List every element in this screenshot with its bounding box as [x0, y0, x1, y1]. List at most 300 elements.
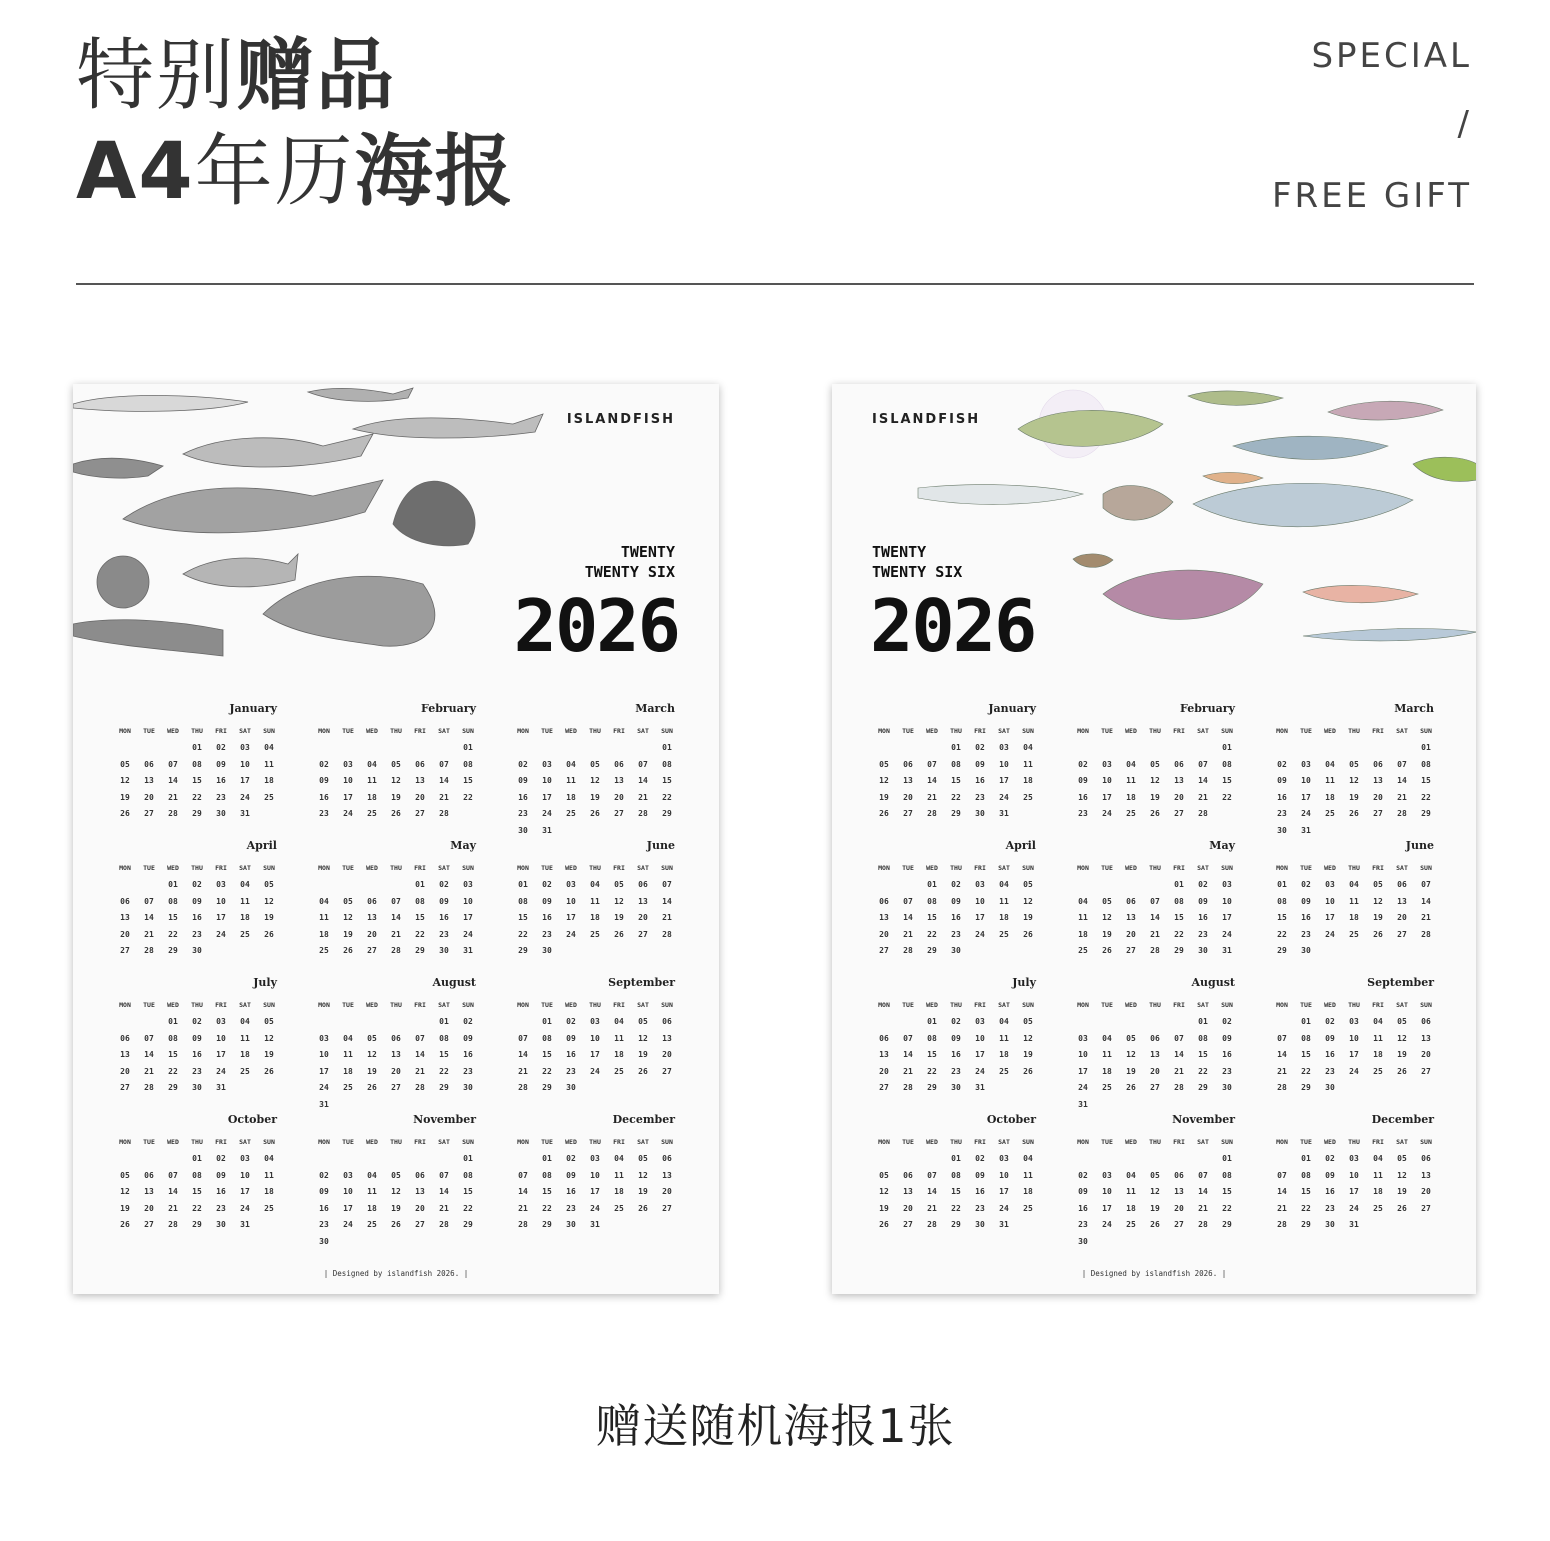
- day-cell: 21: [518, 1203, 528, 1213]
- day-cell: 13: [662, 1033, 672, 1043]
- day-cell: 03: [216, 1017, 226, 1026]
- day-cell: 15: [927, 913, 937, 922]
- day-cell: 30: [1222, 1083, 1232, 1092]
- day-cell: 08: [168, 896, 178, 906]
- day-cell: 29: [415, 946, 425, 955]
- weekday-header: SAT: [239, 1138, 251, 1146]
- day-cell: 17: [240, 776, 250, 785]
- day-cell: 17: [1102, 1203, 1112, 1213]
- day-cell: 12: [343, 913, 353, 922]
- day-cell: 30: [975, 1220, 985, 1229]
- day-cell: 25: [1373, 1066, 1383, 1076]
- day-cell: 23: [192, 1066, 202, 1076]
- day-cell: 19: [590, 792, 600, 802]
- day-cell: 06: [144, 759, 154, 769]
- weekday-header: MON: [1077, 727, 1089, 735]
- day-cell: 13: [1126, 913, 1136, 922]
- weekday-header: THU: [390, 1001, 402, 1009]
- weekday-header: MON: [1077, 1138, 1089, 1146]
- day-cell: 07: [1150, 896, 1160, 906]
- day-cell: 30: [542, 946, 552, 955]
- day-cell: 06: [1421, 1017, 1431, 1026]
- day-cell: 01: [168, 1017, 178, 1026]
- weekday-header: THU: [1149, 1001, 1161, 1009]
- month-name: October: [986, 1113, 1036, 1126]
- weekday-header: TUE: [143, 727, 155, 735]
- month-name: June: [1405, 839, 1434, 852]
- weekday-header: SAT: [998, 727, 1010, 735]
- day-cell: 24: [1349, 1203, 1359, 1213]
- day-cell: 22: [463, 792, 473, 802]
- day-cell: 01: [439, 1017, 449, 1026]
- brand-label: ISLANDFISH: [566, 412, 675, 427]
- day-cell: 12: [1126, 1050, 1136, 1059]
- day-cell: 17: [463, 913, 473, 922]
- weekday-header: WED: [366, 1138, 378, 1146]
- day-cell: 26: [343, 946, 353, 955]
- day-cell: 12: [1397, 1170, 1407, 1180]
- day-cell: 07: [1198, 759, 1208, 769]
- day-cell: 31: [319, 1099, 329, 1109]
- weekday-header: FRI: [414, 1001, 426, 1009]
- day-cell: 13: [614, 776, 624, 785]
- day-cell: 15: [463, 1187, 473, 1196]
- day-cell: 23: [319, 809, 329, 818]
- day-cell: 06: [1373, 759, 1383, 769]
- weekday-header: SUN: [1420, 1001, 1432, 1009]
- weekday-header: THU: [589, 864, 601, 872]
- day-cell: 21: [144, 929, 154, 939]
- day-cell: 15: [951, 776, 961, 785]
- day-cell: 16: [1198, 913, 1208, 922]
- day-cell: 04: [1126, 759, 1136, 769]
- weekday-header: THU: [589, 1138, 601, 1146]
- day-cell: 26: [1126, 1083, 1136, 1092]
- day-cell: 14: [662, 896, 672, 906]
- month-name: July: [253, 976, 277, 989]
- day-cell: 28: [518, 1220, 528, 1229]
- designer-credit: | Designed by islandfish 2026. |: [323, 1269, 469, 1278]
- day-cell: 14: [439, 1187, 449, 1196]
- day-cell: 04: [1373, 1154, 1383, 1163]
- weekday-header: SAT: [1396, 727, 1408, 735]
- day-cell: 31: [590, 1220, 600, 1229]
- day-cell: 23: [975, 792, 985, 802]
- day-cell: 08: [1198, 1033, 1208, 1043]
- day-cell: 06: [391, 1033, 401, 1043]
- day-cell: 14: [1174, 1050, 1184, 1059]
- weekday-header: WED: [1125, 1001, 1137, 1009]
- day-cell: 18: [1325, 792, 1335, 802]
- weekday-header: WED: [167, 1001, 179, 1009]
- day-cell: 14: [1198, 776, 1208, 785]
- day-cell: 17: [1222, 913, 1232, 922]
- day-cell: 22: [951, 792, 961, 802]
- weekday-header: SUN: [1221, 727, 1233, 735]
- day-cell: 01: [542, 1017, 552, 1026]
- day-cell: 28: [903, 946, 913, 955]
- day-cell: 05: [1150, 1170, 1160, 1180]
- weekday-header: THU: [191, 727, 203, 735]
- day-cell: 06: [1174, 1170, 1184, 1180]
- day-cell: 17: [590, 1187, 600, 1196]
- day-cell: 26: [1397, 1066, 1407, 1076]
- weekday-header: MON: [878, 727, 890, 735]
- day-cell: 13: [879, 913, 889, 922]
- title-thin-part: 特别: [76, 31, 237, 121]
- day-cell: 15: [542, 1050, 552, 1059]
- day-cell: 23: [1222, 1066, 1232, 1076]
- day-cell: 27: [1126, 946, 1136, 955]
- day-cell: 14: [1277, 1050, 1287, 1059]
- weekday-header: TUE: [541, 864, 553, 872]
- weekday-header: TUE: [1101, 727, 1113, 735]
- day-cell: 22: [927, 1066, 937, 1076]
- day-cell: 08: [463, 1170, 473, 1180]
- day-cell: 02: [1078, 1170, 1088, 1180]
- weekday-header: SAT: [239, 864, 251, 872]
- day-cell: 12: [879, 776, 889, 785]
- weekday-header: FRI: [974, 864, 986, 872]
- day-cell: 02: [518, 759, 528, 769]
- day-cell: 03: [240, 1154, 250, 1163]
- day-cell: 03: [1222, 880, 1232, 889]
- day-cell: 29: [951, 1220, 961, 1229]
- day-cell: 03: [343, 1170, 353, 1180]
- weekday-header: MON: [119, 1138, 131, 1146]
- weekday-header: MON: [119, 864, 131, 872]
- day-cell: 05: [264, 1017, 274, 1026]
- weekday-header: SAT: [1197, 727, 1209, 735]
- day-cell: 15: [951, 1187, 961, 1196]
- day-cell: 25: [614, 1203, 624, 1213]
- day-cell: 23: [566, 1203, 576, 1213]
- day-cell: 19: [264, 1050, 274, 1059]
- day-cell: 12: [120, 776, 130, 785]
- day-cell: 10: [463, 896, 473, 906]
- day-cell: 21: [1198, 1203, 1208, 1213]
- weekday-header: SUN: [1420, 864, 1432, 872]
- weekday-header: SAT: [1396, 1138, 1408, 1146]
- weekday-header: SAT: [998, 1138, 1010, 1146]
- day-cell: 17: [343, 792, 353, 802]
- weekday-header: FRI: [1173, 1001, 1185, 1009]
- day-cell: 29: [439, 1083, 449, 1092]
- day-cell: 04: [1373, 1017, 1383, 1026]
- day-cell: 04: [566, 759, 576, 769]
- day-cell: 16: [1325, 1187, 1335, 1196]
- day-cell: 02: [975, 1154, 985, 1163]
- weekday-header: FRI: [215, 727, 227, 735]
- day-cell: 08: [1421, 759, 1431, 769]
- weekday-header: MON: [1276, 864, 1288, 872]
- day-cell: 29: [1301, 1083, 1311, 1092]
- weekday-header: SUN: [462, 1138, 474, 1146]
- day-cell: 20: [391, 1066, 401, 1076]
- weekday-header: MON: [878, 864, 890, 872]
- day-cell: 21: [638, 792, 648, 802]
- day-cell: 27: [415, 1220, 425, 1229]
- month-name: May: [450, 839, 476, 852]
- day-cell: 16: [1301, 913, 1311, 922]
- weekday-header: SUN: [1420, 727, 1432, 735]
- day-cell: 16: [463, 1050, 473, 1059]
- day-cell: 09: [1078, 1187, 1088, 1196]
- day-cell: 17: [240, 1187, 250, 1196]
- day-cell: 05: [1397, 1154, 1407, 1163]
- weekday-header: SUN: [661, 864, 673, 872]
- day-cell: 15: [1301, 1187, 1311, 1196]
- day-cell: 22: [463, 1203, 473, 1213]
- weekday-header: TUE: [902, 1138, 914, 1146]
- month-name: July: [1012, 976, 1036, 989]
- day-cell: 24: [566, 929, 576, 939]
- day-cell: 02: [216, 1154, 226, 1163]
- day-cell: 18: [1078, 929, 1088, 939]
- weekday-header: WED: [565, 1138, 577, 1146]
- day-cell: 07: [662, 880, 672, 889]
- day-cell: 13: [144, 1187, 154, 1196]
- weekday-header: THU: [1348, 1001, 1360, 1009]
- day-cell: 28: [518, 1083, 528, 1092]
- day-cell: 26: [638, 1066, 648, 1076]
- weekday-header: THU: [950, 1001, 962, 1009]
- day-cell: 29: [168, 1083, 178, 1092]
- day-cell: 28: [638, 809, 648, 818]
- day-cell: 02: [1325, 1017, 1335, 1026]
- day-cell: 18: [240, 913, 250, 922]
- day-cell: 27: [120, 1083, 130, 1092]
- day-cell: 27: [1174, 1220, 1184, 1229]
- day-cell: 09: [463, 1033, 473, 1043]
- day-cell: 04: [1078, 896, 1088, 906]
- day-cell: 28: [439, 809, 449, 818]
- day-cell: 07: [144, 1033, 154, 1043]
- weekday-header: SUN: [462, 1001, 474, 1009]
- day-cell: 27: [391, 1083, 401, 1092]
- day-cell: 19: [1126, 1066, 1136, 1076]
- day-cell: 24: [1102, 809, 1112, 818]
- day-cell: 18: [264, 1187, 274, 1196]
- day-cell: 19: [120, 1203, 130, 1213]
- day-cell: 04: [1023, 1154, 1033, 1163]
- month-name: December: [612, 1113, 675, 1126]
- day-cell: 21: [391, 929, 401, 939]
- weekday-header: TUE: [1300, 864, 1312, 872]
- day-cell: 23: [1198, 929, 1208, 939]
- weekday-header: FRI: [414, 1138, 426, 1146]
- day-cell: 18: [367, 1203, 377, 1213]
- day-cell: 19: [120, 792, 130, 802]
- weekday-header: SAT: [1396, 864, 1408, 872]
- weekday-header: FRI: [613, 864, 625, 872]
- day-cell: 31: [216, 1083, 226, 1092]
- day-cell: 16: [975, 1187, 985, 1196]
- day-cell: 21: [439, 1203, 449, 1213]
- day-cell: 01: [927, 880, 937, 889]
- header-divider: [76, 283, 1474, 285]
- day-cell: 21: [903, 1066, 913, 1076]
- day-cell: 10: [999, 759, 1009, 769]
- weekday-header: TUE: [541, 727, 553, 735]
- month-name: November: [1172, 1113, 1235, 1126]
- day-cell: 20: [879, 1066, 889, 1076]
- day-cell: 03: [1078, 1033, 1088, 1043]
- day-cell: 09: [951, 896, 961, 906]
- day-cell: 08: [192, 759, 202, 769]
- day-cell: 29: [518, 946, 528, 955]
- day-cell: 26: [1023, 1066, 1033, 1076]
- weekday-header: SAT: [637, 864, 649, 872]
- day-cell: 21: [1277, 1203, 1287, 1213]
- day-cell: 23: [1325, 1066, 1335, 1076]
- day-cell: 20: [1397, 913, 1407, 922]
- weekday-header: MON: [318, 727, 330, 735]
- weekday-header: THU: [390, 864, 402, 872]
- day-cell: 02: [1222, 1017, 1232, 1026]
- day-cell: 06: [120, 1033, 130, 1043]
- day-cell: 06: [415, 1170, 425, 1180]
- weekday-header: TUE: [342, 864, 354, 872]
- day-cell: 21: [168, 792, 178, 802]
- day-cell: 06: [367, 896, 377, 906]
- day-cell: 30: [1325, 1220, 1335, 1229]
- day-cell: 03: [590, 1017, 600, 1026]
- day-cell: 18: [1126, 1203, 1136, 1213]
- weekday-header: WED: [1125, 864, 1137, 872]
- day-cell: 24: [216, 1066, 226, 1076]
- day-cell: 22: [542, 1066, 552, 1076]
- day-cell: 05: [391, 759, 401, 769]
- weekday-header: THU: [950, 1138, 962, 1146]
- day-cell: 25: [614, 1066, 624, 1076]
- day-cell: 26: [367, 1083, 377, 1092]
- day-cell: 30: [319, 1236, 329, 1246]
- twenty-six-text: TWENTY SIX: [584, 563, 675, 581]
- weekday-header: THU: [1348, 1138, 1360, 1146]
- day-cell: 03: [463, 880, 473, 889]
- day-cell: 27: [614, 809, 624, 818]
- day-cell: 20: [662, 1187, 672, 1196]
- day-cell: 16: [216, 776, 226, 785]
- day-cell: 09: [216, 1170, 226, 1180]
- day-cell: 09: [1301, 896, 1311, 906]
- weekday-header: FRI: [1173, 1138, 1185, 1146]
- title-line-1: [76, 30, 396, 122]
- day-cell: 19: [367, 1066, 377, 1076]
- day-cell: 28: [1421, 929, 1431, 939]
- day-cell: 15: [1421, 776, 1431, 785]
- day-cell: 11: [1349, 896, 1359, 906]
- day-cell: 14: [1198, 1187, 1208, 1196]
- day-cell: 08: [1277, 896, 1287, 906]
- day-cell: 21: [144, 1066, 154, 1076]
- day-cell: 04: [590, 880, 600, 889]
- day-cell: 04: [264, 1154, 274, 1163]
- day-cell: 28: [168, 1220, 178, 1229]
- day-cell: 10: [1102, 1187, 1112, 1196]
- day-cell: 26: [614, 929, 624, 939]
- day-cell: 06: [614, 759, 624, 769]
- day-cell: 12: [1023, 896, 1033, 906]
- poster-grayscale: [73, 384, 719, 1294]
- weekday-header: MON: [517, 727, 529, 735]
- day-cell: 09: [1222, 1033, 1232, 1043]
- day-cell: 03: [1102, 759, 1112, 769]
- day-cell: 11: [240, 896, 250, 906]
- weekday-header: FRI: [613, 1138, 625, 1146]
- day-cell: 05: [590, 759, 600, 769]
- day-cell: 01: [1421, 743, 1431, 752]
- day-cell: 16: [975, 776, 985, 785]
- month-name: February: [1179, 702, 1235, 715]
- day-cell: 23: [1078, 809, 1088, 818]
- day-cell: 08: [1222, 759, 1232, 769]
- day-cell: 22: [1222, 1203, 1232, 1213]
- weekday-header: WED: [366, 727, 378, 735]
- day-cell: 12: [120, 1187, 130, 1196]
- day-cell: 30: [216, 1220, 226, 1229]
- day-cell: 23: [518, 809, 528, 818]
- month-name: October: [227, 1113, 277, 1126]
- day-cell: 04: [1349, 880, 1359, 889]
- weekday-header: FRI: [215, 1138, 227, 1146]
- day-cell: 21: [662, 913, 672, 922]
- weekday-header: SUN: [263, 1138, 275, 1146]
- weekday-header: FRI: [1173, 727, 1185, 735]
- day-cell: 17: [590, 1050, 600, 1059]
- day-cell: 22: [1421, 792, 1431, 802]
- day-cell: 22: [168, 1066, 178, 1076]
- day-cell: 02: [439, 880, 449, 889]
- day-cell: 08: [951, 759, 961, 769]
- day-cell: 21: [168, 1203, 178, 1213]
- day-cell: 02: [1078, 759, 1088, 769]
- day-cell: 12: [391, 1187, 401, 1196]
- day-cell: 24: [463, 929, 473, 939]
- weekday-header: THU: [191, 1001, 203, 1009]
- day-cell: 18: [1023, 1187, 1033, 1196]
- day-cell: 13: [1421, 1033, 1431, 1043]
- day-cell: 17: [1078, 1066, 1088, 1076]
- day-cell: 30: [1301, 946, 1311, 955]
- day-cell: 15: [439, 1050, 449, 1059]
- weekday-header: TUE: [541, 1001, 553, 1009]
- day-cell: 16: [1277, 792, 1287, 802]
- day-cell: 27: [1150, 1083, 1160, 1092]
- day-cell: 26: [264, 929, 274, 939]
- day-cell: 19: [614, 913, 624, 922]
- day-cell: 25: [1126, 809, 1136, 818]
- day-cell: 18: [1373, 1050, 1383, 1059]
- day-cell: 06: [903, 759, 913, 769]
- weekday-header: TUE: [342, 1138, 354, 1146]
- day-cell: 11: [367, 776, 377, 785]
- day-cell: 06: [120, 896, 130, 906]
- day-cell: 31: [463, 946, 473, 955]
- day-cell: 27: [144, 809, 154, 818]
- day-cell: 29: [1198, 1083, 1208, 1092]
- day-cell: 24: [216, 929, 226, 939]
- day-cell: 28: [1198, 809, 1208, 818]
- day-cell: 20: [120, 929, 130, 939]
- day-cell: 24: [975, 929, 985, 939]
- weekday-header: FRI: [1372, 727, 1384, 735]
- day-cell: 10: [1301, 776, 1311, 785]
- weekday-header: THU: [191, 864, 203, 872]
- day-cell: 08: [1301, 1033, 1311, 1043]
- day-cell: 08: [927, 1033, 937, 1043]
